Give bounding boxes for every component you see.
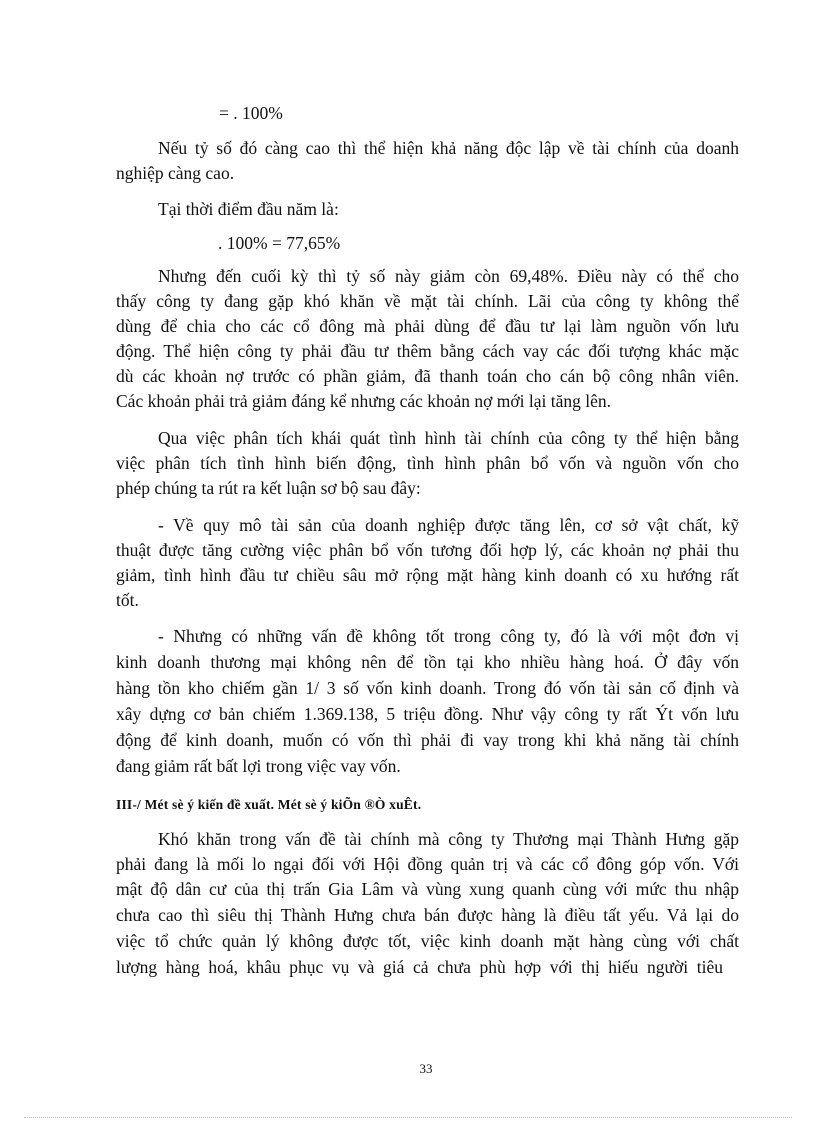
paragraph-4-line-4: tốt. <box>116 590 139 610</box>
paragraph-1-line-1: Nếu tỷ số đó càng cao thì thể hiện khả năng độc lập về tài chính của doanh <box>158 138 739 158</box>
page-bottom-dotted-divider <box>24 1117 792 1118</box>
paragraph-5-line-4: xây dựng cơ bản chiếm 1.369.138, 5 triệu đồng. Như vậy công ty rất Ýt vốn lưu <box>116 704 739 724</box>
paragraph-2-line-4: động. Thể hiện công ty phải đầu tư thêm bằng cách vay các đối tượng khác mặc <box>116 341 739 361</box>
paragraph-3-line-3: phép chúng ta rút ra kết luận sơ bộ sau đây: <box>116 478 421 498</box>
page-number: 33 <box>419 1061 433 1076</box>
paragraph-4-line-3: giảm, tình hình đầu tư chiều sâu mở rộng mặt hàng kinh doanh có xu hướng rất <box>116 565 739 585</box>
paragraph-6-line-4: chưa cao thì siêu thị Thành Hưng chưa bán được hàng là điều tất yếu. Vả lại do <box>116 905 739 925</box>
section-heading: III-/ Mét sè ý kiến đề xuất. Mét sè ý kiÕn ®Ò xuÊt. <box>116 797 422 812</box>
paragraph-3-line-2: việc phân tích tình hình biến động, tình hình phân bổ vốn và nguồn vốn cho <box>116 453 739 473</box>
paragraph-4-line-1: - Về quy mô tài sản của doanh nghiệp được tăng lên, cơ sở vật chất, kỹ <box>158 515 739 535</box>
paragraph-6-line-1: Khó khăn trong vấn đề tài chính mà công ty Thương mại Thành Hưng gặp <box>158 829 739 849</box>
paragraph-5-line-2: kinh doanh thương mại không nên để tồn tại kho nhiều hàng hoá. Ở đây vốn <box>116 652 739 672</box>
paragraph-5-line-3: hàng tồn kho chiếm gần 1/ 3 số vốn kinh doanh. Trong đó vốn tài sản cố định và <box>116 678 739 698</box>
paragraph-2-line-6: Các khoản phải trả giảm đáng kể nhưng các khoản nợ mới lại tăng lên. <box>116 391 611 411</box>
paragraph-4-line-2: thuật được tăng cường việc phân bổ vốn tương đối hợp lý, các khoản nợ phải thu <box>116 540 739 560</box>
paragraph-6-line-3: mật độ dân cư của thị trấn Gia Lâm và vùng xung quanh cùng với mức thu nhập <box>116 879 739 899</box>
paragraph-6-line-2: phải đang là mối lo ngại đối với Hội đồng quản trị và các cổ đông góp vốn. Với <box>116 854 739 874</box>
paragraph-6-line-5: việc tổ chức quản lý không được tốt, việc kinh doanh mặt hàng cùng với chất <box>116 931 739 951</box>
paragraph-2-line-2: thấy công ty đang gặp khó khăn về mặt tài chính. Lãi của công ty không thể <box>116 291 739 311</box>
paragraph-2-line-1: Nhưng đến cuối kỳ thì tỷ số này giảm còn 69,48%. Điều này có thể cho <box>158 266 739 286</box>
paragraph-3-line-1: Qua việc phân tích khái quát tình hình tài chính của công ty thể hiện bằng <box>158 428 739 448</box>
paragraph-2-line-3: dùng để chia cho các cổ đông mà phải dùng để đầu tư lại làm nguồn vốn lưu <box>116 316 739 336</box>
paragraph-2-line-5: dù các khoản nợ trước có phần giảm, đã thanh toán cho cán bộ công nhân viên. <box>116 366 739 386</box>
paragraph-5-line-1: - Nhưng có những vấn đề không tốt trong công ty, đó là với một đơn vị <box>158 626 739 646</box>
paragraph-5-line-5: động để kinh doanh, muốn có vốn thì phải đi vay trong khi khả năng tài chính <box>116 730 739 750</box>
paragraph-6-line-6: lượng hàng hoá, khâu phục vụ và giá cả chưa phù hợp với thị hiếu người tiêu <box>116 957 723 977</box>
paragraph-5-line-6: đang giảm rất bất lợi trong việc vay vốn. <box>116 756 401 776</box>
formula-line-2: . 100% = 77,65% <box>218 233 341 253</box>
formula-line-1: = . 100% <box>219 103 283 123</box>
intro-line: Tại thời điểm đầu năm là: <box>158 199 339 219</box>
paragraph-1-line-2: nghiệp càng cao. <box>116 163 235 183</box>
